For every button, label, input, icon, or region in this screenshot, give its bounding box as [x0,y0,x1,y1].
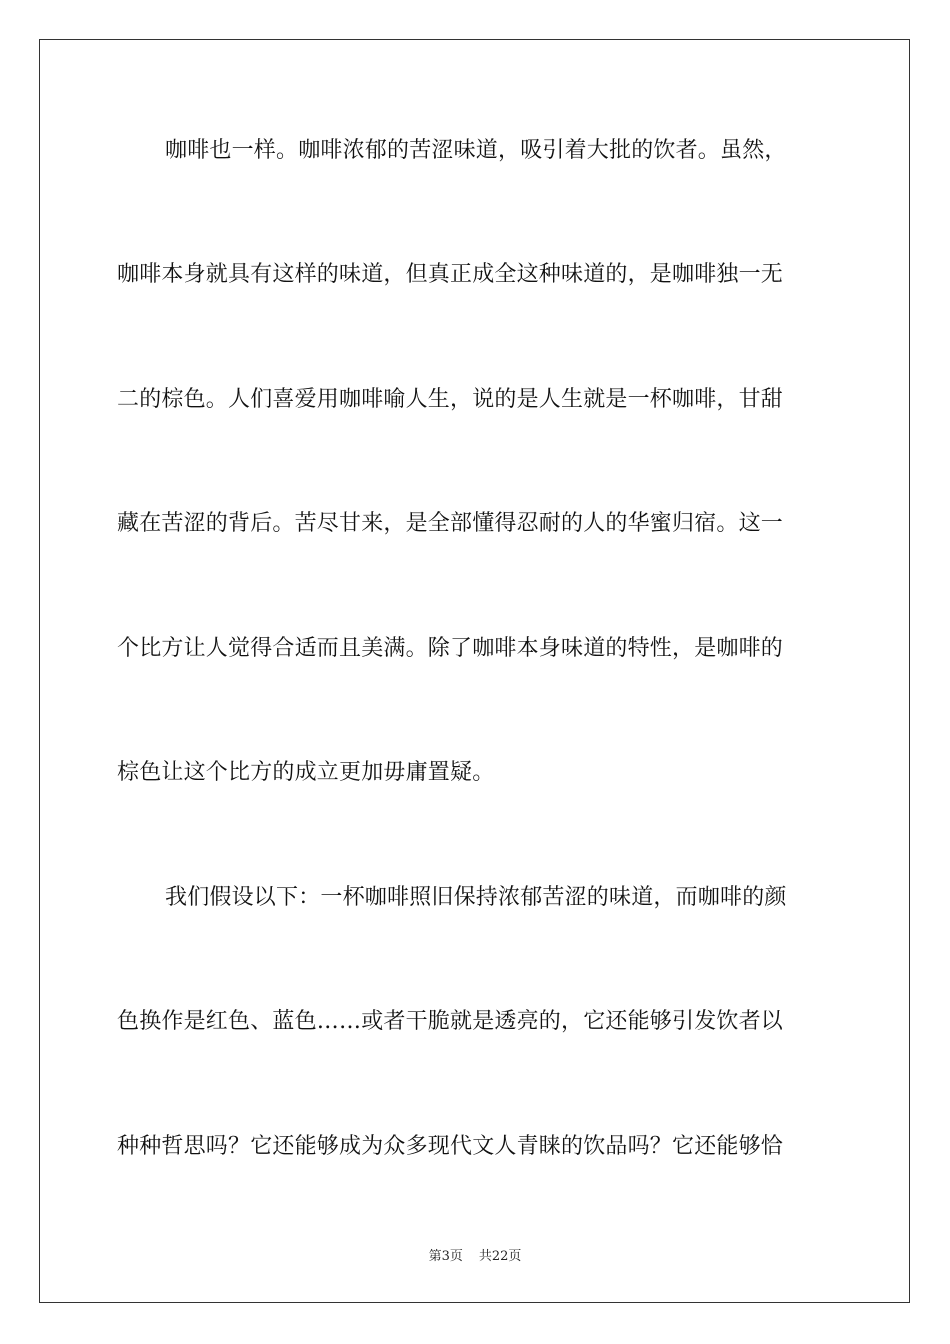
paragraph-1-line-1: 咖啡也一样。咖啡浓郁的苦涩味道，吸引着大批的饮者。虽然， [165,138,787,163]
paragraph-1-line-3: 二的棕色。人们喜爱用咖啡喻人生，说的是人生就是一杯咖啡，甘甜 [117,387,784,412]
paragraph-1-line-2: 咖啡本身就具有这样的味道，但真正成全这种味道的，是咖啡独一无 [117,262,784,287]
paragraph-2-line-3: 种种哲思吗？它还能够成为众多现代文人青睐的饮品吗？它还能够恰 [117,1134,784,1159]
paragraph-1-line-5: 个比方让人觉得合适而且美满。除了咖啡本身味道的特性，是咖啡的 [117,636,784,661]
page-number: 第3页 [428,1249,463,1264]
page-footer [0,1248,950,1266]
paragraph-1-line-4: 藏在苦涩的背后。苦尽甘来，是全部懂得忍耐的人的华蜜归宿。这一 [117,511,784,536]
paragraph-2-line-2: 色换作是红色、蓝色……或者干脆就是透亮的，它还能够引发饮者以 [117,1009,784,1034]
paragraph-2-line-1: 我们假设以下：一杯咖啡照旧保持浓郁苦涩的味道，而咖啡的颜 [165,885,787,910]
page-total: 共22页 [478,1249,522,1264]
page-border [39,39,910,1303]
paragraph-1-line-6: 棕色让这个比方的成立更加毋庸置疑。 [117,760,495,785]
